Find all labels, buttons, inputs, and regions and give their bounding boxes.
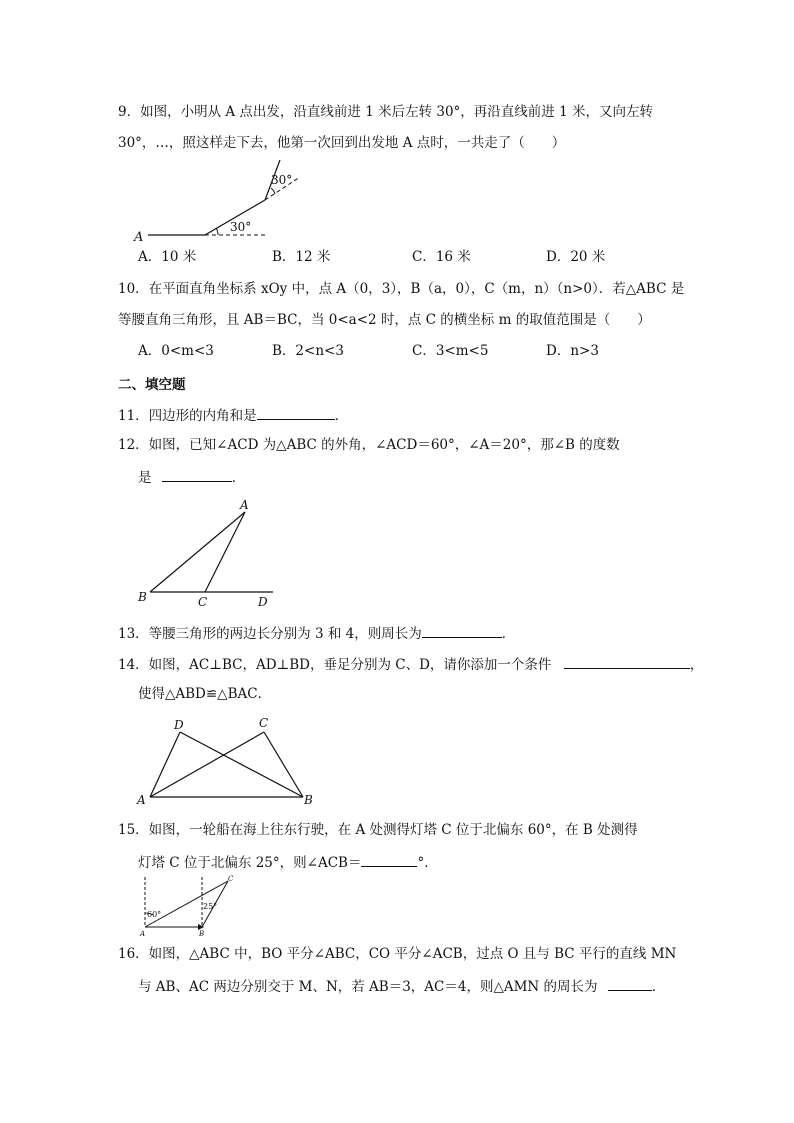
q12-end: ．	[231, 470, 246, 486]
q11-end: ．	[334, 408, 349, 424]
q12-label-d: D	[258, 595, 268, 609]
q15-line1: 15．如图，一轮船在海上往东行驶，在 A 处测得灯塔 C 位于北偏东 60°，在 B 处测得	[118, 822, 638, 838]
q15-line2	[138, 852, 438, 872]
q12-label-b: B	[138, 590, 147, 604]
q15-label-c: C	[228, 875, 234, 883]
q14-line2: 使得△ABD≌△BAC．	[138, 686, 272, 702]
q10-option-b[interactable]: B．2<n<3	[272, 343, 344, 359]
q10-option-a[interactable]: A．0<m<3	[138, 343, 214, 359]
q12-figure	[130, 495, 290, 615]
q14-line-db	[180, 732, 303, 797]
q15-text2: 灯塔 C 位于北偏东 25°，则∠ACB＝	[138, 855, 362, 871]
q15-angle-label-25: 25°	[203, 902, 218, 911]
q12-label-c: C	[198, 595, 208, 609]
q12-answer-blank[interactable]	[162, 467, 232, 482]
q13-answer-blank[interactable]	[422, 623, 502, 638]
q9-angle-arc-2	[271, 188, 275, 194]
q12-line1: 12．如图，已知∠ACD 为△ABC 的外角，∠ACD＝60°，∠A＝20°，那∠B 的度数	[118, 437, 620, 453]
q14-answer-blank[interactable]	[564, 654, 690, 669]
q10-line2: 等腰直角三角形，且 AB＝BC，当 0<a<2 时，点 C 的横坐标 m 的取值范围是（ ）	[118, 312, 651, 328]
q9-option-d[interactable]: D．20 米	[546, 249, 606, 265]
q15-angle-label-60: 60°	[147, 910, 162, 919]
q10-option-d[interactable]: D．n>3	[546, 343, 599, 359]
q9-angle-label-top: 30°	[271, 173, 293, 187]
q9-option-c[interactable]: C．16 米	[412, 249, 471, 265]
q10-line1: 10．在平面直角坐标系 xOy 中，点 A（0，3），B（a，0），C（m，n）（n>0）．若△ABC 是	[118, 281, 685, 297]
q16-line2	[138, 976, 665, 996]
q14-figure	[133, 713, 323, 808]
q13-text: 13．等腰三角形的两边长分别为 3 和 4，则周长为	[118, 626, 422, 642]
q14-label-d: D	[174, 718, 184, 732]
q9-line1: 9．如图，小明从 A 点出发，沿直线前进 1 米后左转 30°，再沿直线前进 1 米，又向左转	[118, 104, 653, 120]
q16-line1: 16．如图，△ABC 中，BO 平分∠ABC，CO 平分∠ACB，过点 O 且与 BC 平行的直线 MN	[118, 946, 677, 962]
q16-text2: 与 AB、AC 两边分别交于 M、N，若 AB＝3，AC＝4，则△AMN 的周长为	[138, 979, 598, 995]
q12-text2: 是	[138, 470, 152, 486]
q13-end: ．	[501, 626, 516, 642]
q14-line-ad	[150, 732, 180, 797]
q14-label-a: A	[137, 793, 146, 807]
q15-answer-blank[interactable]	[361, 852, 417, 867]
q11-line	[118, 405, 348, 425]
q9-option-b[interactable]: B．12 米	[272, 249, 331, 265]
q9-figure	[130, 155, 310, 245]
q14-label-c: C	[259, 716, 269, 730]
q11-text: 11．四边形的内角和是	[118, 408, 257, 424]
q16-end: ．	[651, 979, 666, 995]
q16-answer-blank[interactable]	[608, 976, 652, 991]
q13-line	[118, 623, 515, 643]
q15-figure	[138, 873, 238, 938]
q9-line2: 30°，…，照这样走下去，他第一次回到出发地 A 点时，一共走了（ ）	[118, 135, 566, 151]
q12-label-a: A	[240, 498, 249, 512]
q10-option-c[interactable]: C．3<m<5	[412, 343, 489, 359]
q12-line2	[138, 467, 245, 487]
q14-line-ac	[150, 732, 264, 797]
q15-end: °．	[417, 855, 438, 871]
section-fill-in-title: 二、填空题	[118, 377, 186, 393]
q9-option-a[interactable]: A．10 米	[138, 249, 197, 265]
q14-label-b: B	[304, 793, 313, 807]
q9-angle-arc-1	[216, 228, 218, 235]
q15-label-a: A	[140, 930, 146, 938]
q14-text1: 14．如图，AC⊥BC，AD⊥BD，垂足分别为 C、D，请你添加一个条件	[118, 657, 552, 673]
q14-line1	[118, 654, 703, 674]
q9-angle-label-bottom: 30°	[230, 220, 252, 234]
q14-end1: ，	[689, 657, 704, 673]
q9-label-a: A	[134, 230, 144, 245]
q12-line-ca	[205, 512, 245, 592]
q11-answer-blank[interactable]	[257, 405, 335, 420]
q15-label-b: B	[199, 930, 205, 938]
q12-line-ba	[150, 512, 245, 592]
